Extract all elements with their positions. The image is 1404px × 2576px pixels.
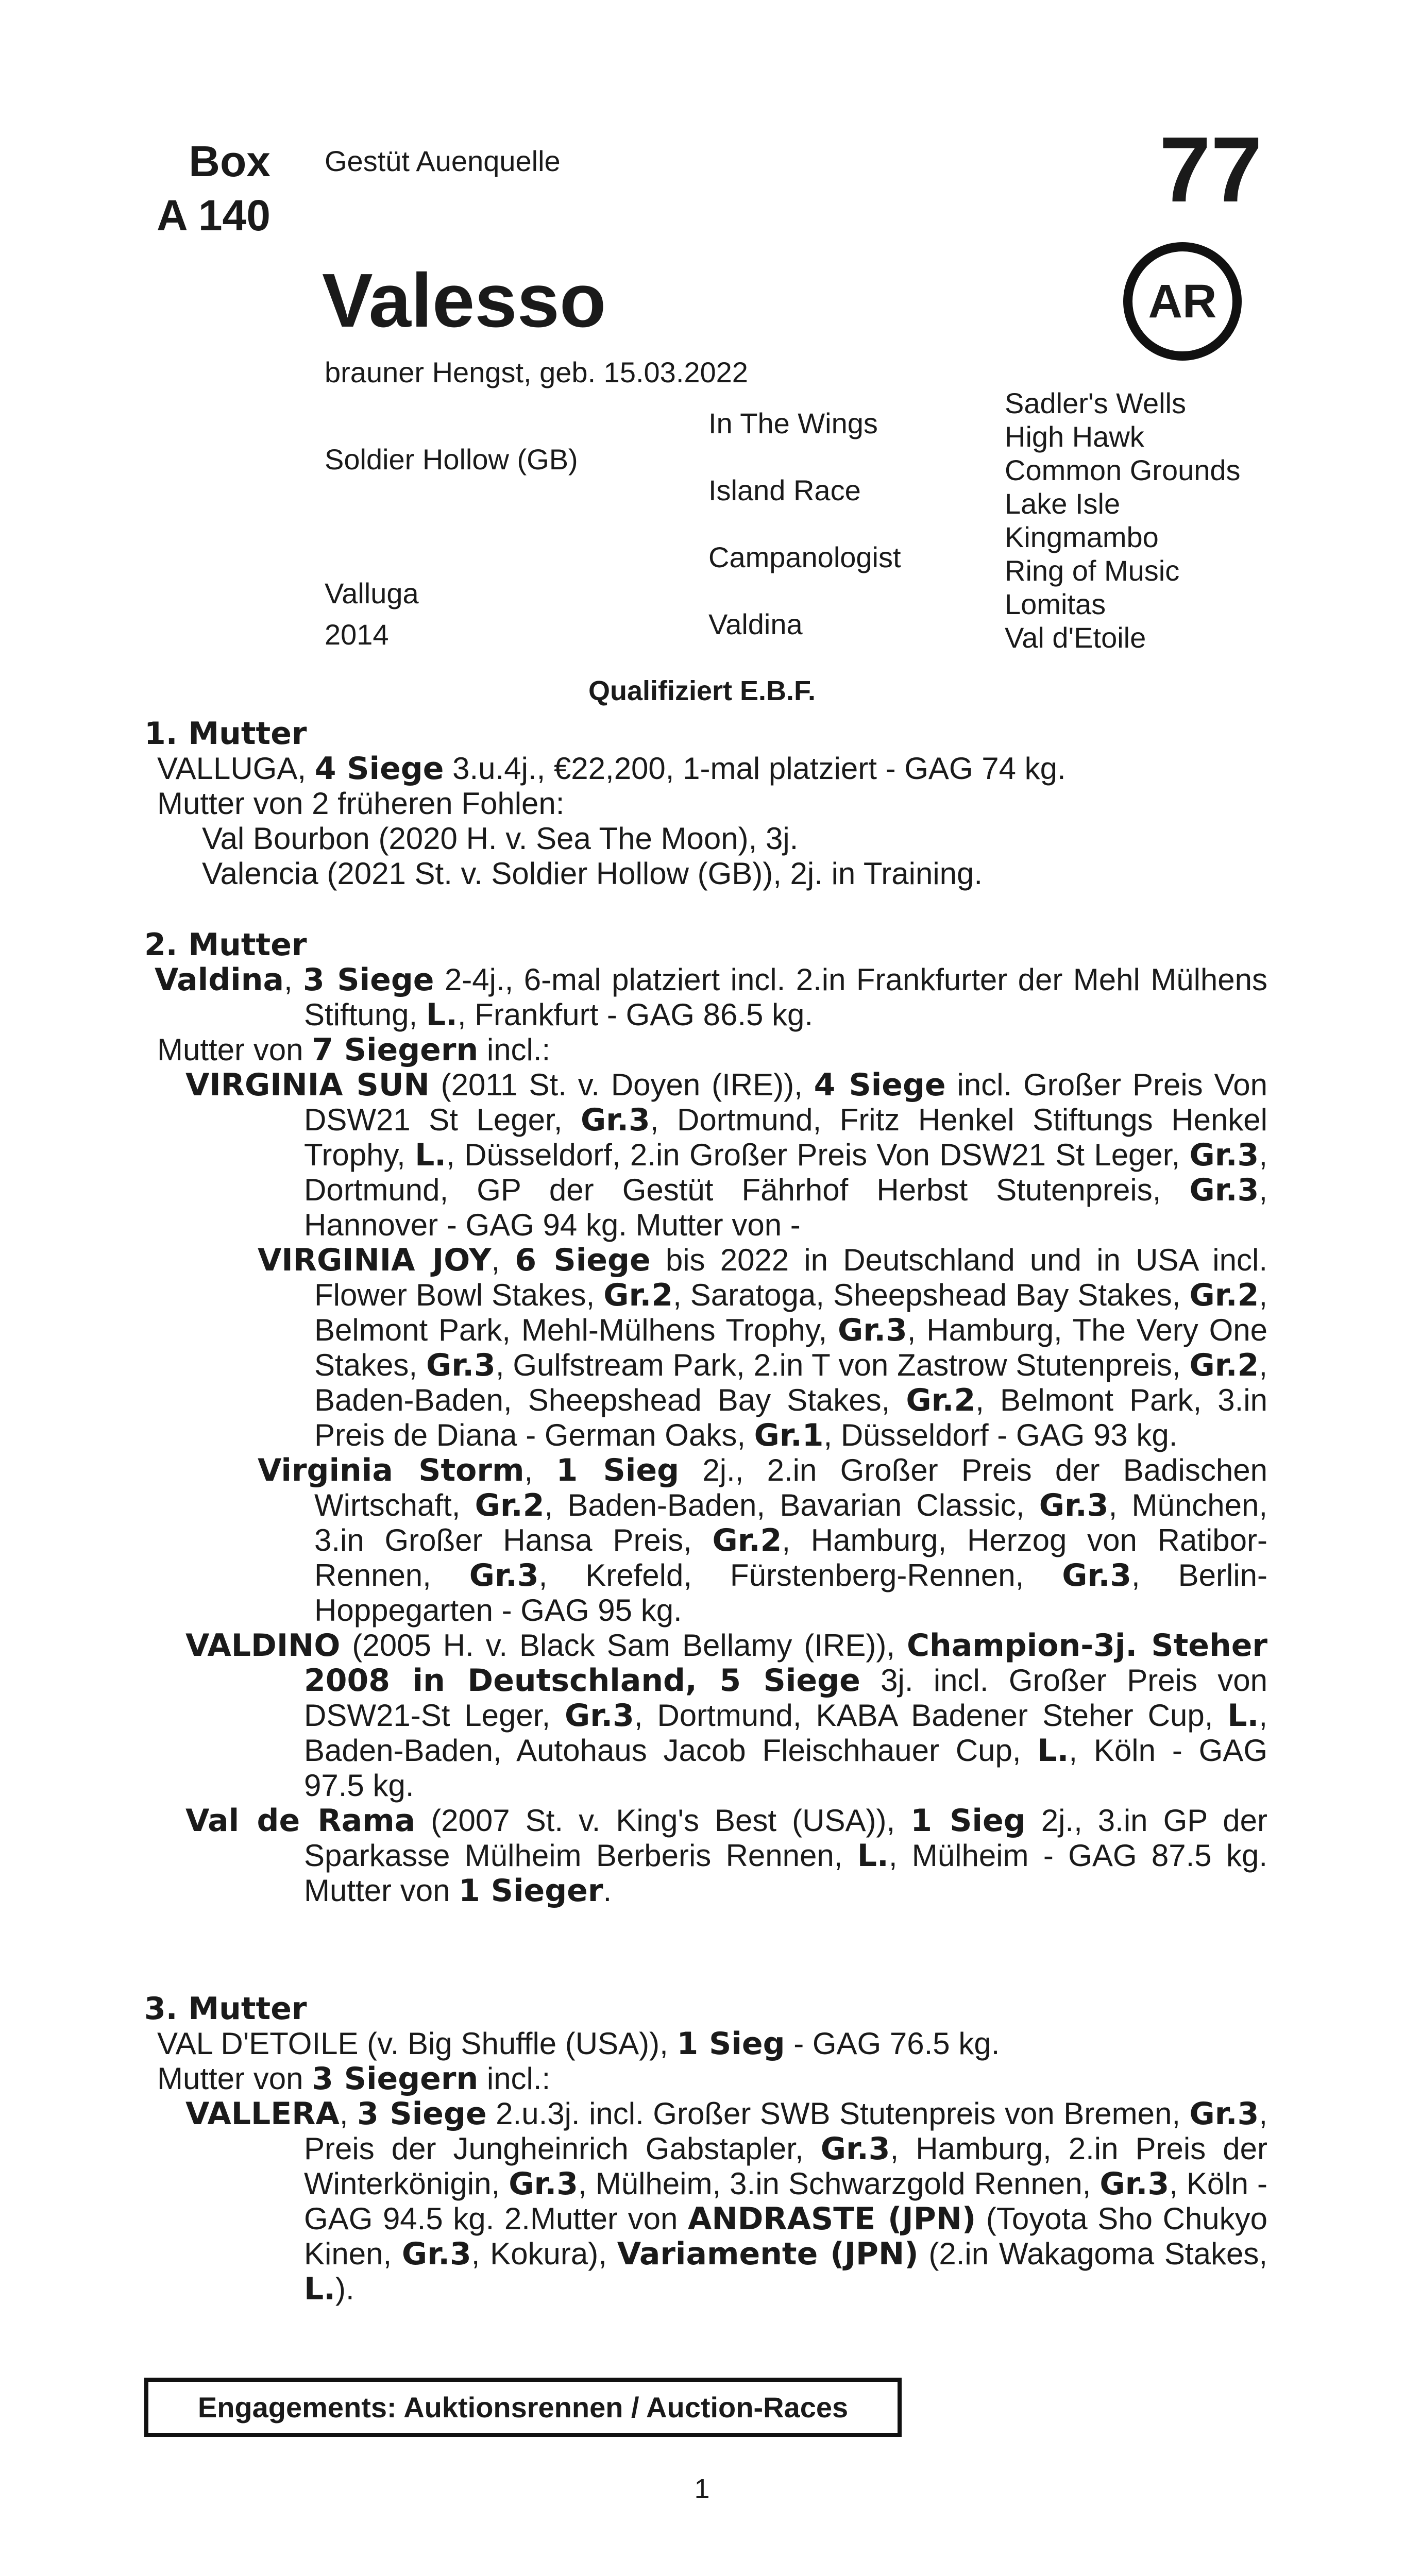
pedigree-grandsire: In The Wings bbox=[708, 407, 878, 439]
pedigree-ancestor: Kingmambo bbox=[1005, 521, 1159, 553]
progeny-entry: Virginia Storm, 1 Sieg 2j., 2.in Großer Preis der Badischen Wirtschaft, Gr.2, Baden-Baden, Bavarian Classic, Gr.3, München, 3.in Großer Hansa Preis, Gr.2, Hamburg, Herzog von Ratibor-Rennen, Gr.3, Krefeld, Fürstenberg-Rennen, Gr.3, Berlin-Hoppegarten - GAG 95 kg. bbox=[258, 1452, 1268, 1628]
foals-intro: Mutter von 2 früheren Fohlen: bbox=[157, 786, 565, 821]
section-title: 1. Mutter bbox=[144, 716, 307, 752]
pedigree-ancestor: Ring of Music bbox=[1005, 554, 1180, 587]
section-title: 2. Mutter bbox=[144, 927, 307, 963]
foal-entry: Val Bourbon (2020 H. v. Sea The Moon), 3j. bbox=[202, 821, 799, 856]
section-title: 3. Mutter bbox=[144, 1991, 307, 2027]
pedigree-dam-year: 2014 bbox=[325, 618, 389, 651]
pedigree-ancestor: Val d'Etoile bbox=[1005, 621, 1146, 654]
qualification-note: Qualifiziert E.B.F. bbox=[588, 675, 816, 706]
pedigree-granddam: Island Race bbox=[708, 474, 861, 506]
progeny-entry: VIRGINIA JOY, 6 Siege bis 2022 in Deutschland und in USA incl. Flower Bowl Stakes, Gr.2, Saratoga, Sheepshead Bay Stakes, Gr.2, Belmont Park, Mehl-Mülhens Trophy, Gr.3, Hamburg, The Very One Stakes, Gr.3, Gulfstream Park, 2.in T von Zastrow Stutenpreis, Gr.2, Baden-Baden, Sheepshead Bay Stakes, Gr.2, Belmont Park, 3.in Preis de Diana - German Oaks, Gr.1, Düsseldorf - GAG 93 kg. bbox=[258, 1242, 1267, 1453]
second-dam-section bbox=[144, 927, 1267, 1908]
progeny-intro: Mutter von 7 Siegern incl.: bbox=[157, 1032, 551, 1068]
ar-badge-icon bbox=[1123, 242, 1242, 361]
pedigree-dam: Valluga bbox=[325, 577, 419, 609]
pedigree-ancestor: High Hawk bbox=[1005, 420, 1144, 453]
first-dam-section bbox=[144, 716, 1267, 891]
dam-record: VAL D'ETOILE (v. Big Shuffle (USA)), 1 Sieg - GAG 76.5 kg. bbox=[157, 2026, 1000, 2062]
pedigree-dam-dam: Valdina bbox=[708, 608, 803, 640]
pedigree-dam-sire: Campanologist bbox=[708, 541, 901, 573]
page-number: 1 bbox=[694, 2473, 710, 2504]
third-dam-section bbox=[144, 1991, 1267, 2307]
progeny-intro: Mutter von 3 Siegern incl.: bbox=[157, 2061, 551, 2097]
box-label: Box bbox=[189, 137, 270, 185]
box-number: A 140 bbox=[156, 191, 270, 240]
dam-record: VALLUGA, 4 Siege 3.u.4j., €22,200, 1-mal platziert - GAG 74 kg. bbox=[157, 751, 1066, 787]
pedigree-third-generation bbox=[1005, 386, 1241, 654]
lot-number: 77 bbox=[1159, 118, 1262, 222]
horse-name: Valesso bbox=[322, 258, 606, 343]
foal-entry: Valencia (2021 St. v. Soldier Hollow (GB)), 2j. in Training. bbox=[202, 856, 983, 891]
ar-badge-label: AR bbox=[1148, 275, 1217, 328]
progeny-entry: VALLERA, 3 Siege 2.u.3j. incl. Großer SWB Stutenpreis von Bremen, Gr.3, Preis der Jungheinrich Gabstapler, Gr.3, Hamburg, 2.in Preis der Winterkönigin, Gr.3, Mülheim, 3.in Schwarzgold Rennen, Gr.3, Köln - GAG 94.5 kg. 2.Mutter von ANDRASTE (JPN) (Toyota Sho Chukyo Kinen, Gr.3, Kokura), Variamente (JPN) (2.in Wakagoma Stakes, L.). bbox=[185, 2096, 1268, 2307]
progeny-entry: VIRGINIA SUN (2011 St. v. Doyen (IRE)), 4 Siege incl. Großer Preis Von DSW21 St Leger, Gr.3, Dortmund, Fritz Henkel Stiftungs Henkel Trophy, L., Düsseldorf, 2.in Großer Preis Von DSW21 St Leger, Gr.3, Dortmund, GP der Gestüt Fährhof Herbst Stutenpreis, Gr.3, Hannover - GAG 94 kg. Mutter von - bbox=[185, 1067, 1268, 1242]
pedigree-ancestor: Common Grounds bbox=[1005, 454, 1241, 486]
dam-record: Valdina, 3 Siege 2-4j., 6-mal platziert incl. 2.in Frankfurter der Mehl Mülhens Stiftung, L., Frankfurt - GAG 86.5 kg. bbox=[155, 962, 1268, 1033]
pedigree-sire: Soldier Hollow (GB) bbox=[325, 443, 578, 476]
engagement-box bbox=[144, 2378, 902, 2437]
progeny-entry: Val de Rama (2007 St. v. King's Best (USA)), 1 Sieg 2j., 3.in GP der Sparkasse Mülheim Berberis Rennen, L., Mülheim - GAG 87.5 kg. Mutter von 1 Sieger. bbox=[185, 1803, 1267, 1909]
pedigree-ancestor: Sadler's Wells bbox=[1005, 387, 1186, 419]
pedigree-ancestor: Lomitas bbox=[1005, 588, 1106, 620]
pedigree-ancestor: Lake Isle bbox=[1005, 487, 1121, 520]
breeder-name: Gestüt Auenquelle bbox=[325, 145, 561, 177]
horse-description: brauner Hengst, geb. 15.03.2022 bbox=[325, 356, 748, 388]
progeny-entry: VALDINO (2005 H. v. Black Sam Bellamy (IRE)), Champion-3j. Steher 2008 in Deutschland, 5 Siege 3j. incl. Großer Preis von DSW21-St Leger, Gr.3, Dortmund, KABA Badener Steher Cup, L., Baden-Baden, Autohaus Jacob Fleischhauer Cup, L., Köln - GAG 97.5 kg. bbox=[185, 1628, 1268, 1803]
engagement-label: Engagements: Auktionsrennen / Auction-Races bbox=[197, 2391, 849, 2424]
